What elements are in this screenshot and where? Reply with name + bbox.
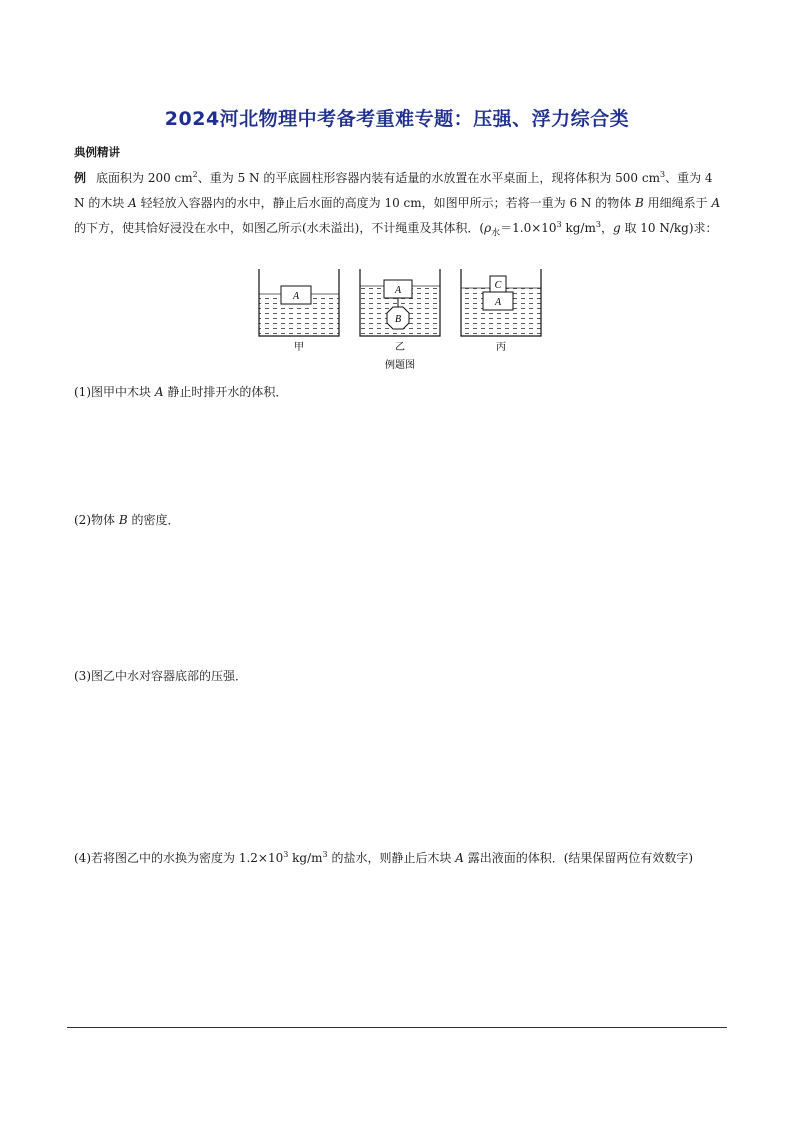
example-text: 底面积为 200 cm: [96, 171, 193, 185]
example-text: 用细绳系于: [643, 196, 712, 210]
var-b: B: [635, 196, 644, 210]
label-jia: 甲: [294, 342, 304, 353]
example-text: ＝1.0×10: [500, 221, 557, 235]
example-text: ，: [600, 221, 613, 235]
block-c-label: C: [494, 280, 502, 291]
exponent: 3: [556, 220, 562, 229]
question-text: 的密度．: [127, 513, 180, 527]
object-b-label: B: [394, 314, 402, 325]
question-4: [74, 846, 724, 871]
question-text: (1)图甲中木块: [74, 385, 155, 399]
var-rho: ρ: [484, 221, 492, 235]
label-yi: 乙: [395, 342, 405, 353]
container-bing: [461, 269, 541, 336]
var-g: g: [612, 221, 621, 235]
question-text: (4)若将图乙中的水换为密度为 1.2×10: [74, 851, 284, 865]
subscript: 水: [491, 228, 501, 239]
example-text: 轻轻放入容器内的水中，静止后水面的高度为 10 cm，如图甲所示；若将一重为 6 N 的物体: [136, 196, 636, 210]
container-yi: [360, 269, 440, 336]
var-b: B: [118, 513, 128, 527]
figure-caption: 例题图: [385, 360, 415, 371]
container-jia: [259, 269, 339, 336]
label-bing: 丙: [496, 342, 506, 353]
footer-divider: [67, 1027, 727, 1028]
example-text: 、重为 5 N 的平底圆柱形容器内装有适量的水放置在水平桌面上，现将体积为 500 cm: [197, 171, 660, 185]
page-title: 2024河北物理中考备考重难专题：压强、浮力综合类: [164, 108, 630, 130]
example-text: 取 10 N/kg)求：: [620, 221, 718, 235]
example-problem: [74, 166, 722, 246]
question-text: 的盐水，则静止后木块: [327, 851, 456, 865]
var-a: A: [455, 851, 464, 865]
question-text: kg/m: [288, 851, 323, 865]
question-2: [74, 508, 724, 533]
example-label: 例: [74, 171, 87, 185]
section-heading: 典例精讲: [74, 145, 120, 159]
exponent: 3: [322, 850, 328, 859]
var-a: A: [128, 196, 137, 210]
exponent: 3: [283, 850, 289, 859]
exponent: 3: [659, 170, 666, 179]
block-a-label: A: [394, 285, 402, 296]
example-text: 的下方，使其恰好浸没在水中，如图乙所示(水未溢出)，不计绳重及其体积．(: [74, 221, 485, 235]
question-3: (3)图乙中水对容器底部的压强．: [74, 669, 247, 683]
exponent: 3: [595, 220, 601, 229]
var-a: A: [711, 196, 721, 210]
question-1: [74, 380, 724, 405]
example-text: 、重为 4 N 的木块: [74, 171, 713, 210]
example-text: kg/m: [561, 221, 596, 235]
block-a-label: A: [292, 291, 300, 302]
question-text: (2)物体: [74, 513, 119, 527]
block-a-label: A: [494, 297, 502, 308]
var-a: A: [154, 385, 164, 399]
question-text: 露出液面的体积．(结果保留两位有效数字): [463, 851, 694, 865]
question-text: 静止时排开水的体积．: [163, 385, 288, 399]
exponent: 2: [192, 170, 198, 179]
example-figure: [256, 266, 546, 374]
